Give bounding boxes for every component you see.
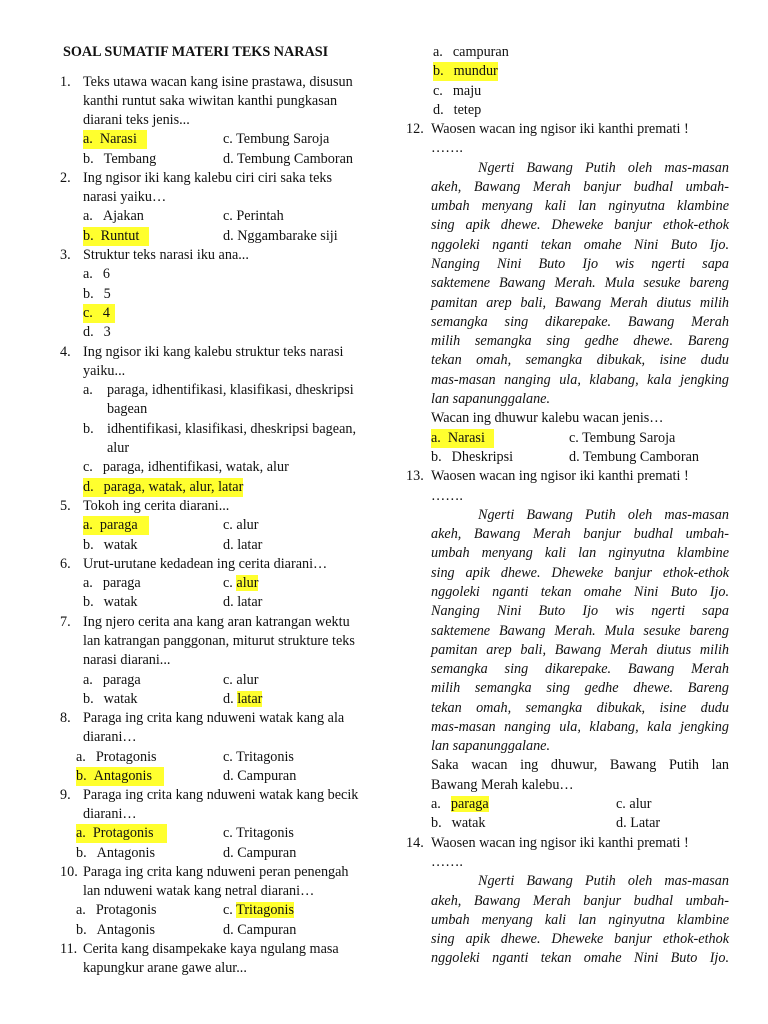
passage-line: saktemene Bawang Merah. Mula sesuke bareng (431, 623, 729, 639)
passage-line: pamitan arep bali, Bawang Merah diutus milih (431, 295, 729, 311)
question-number: 3. (60, 247, 71, 263)
question-text: Tokoh ing cerita diarani... (83, 498, 230, 514)
question-number: 13. (406, 468, 424, 484)
option-b: b. watak (83, 691, 138, 707)
question-text: diarani… (83, 729, 137, 745)
question-text: yaiku... (83, 363, 126, 379)
question-text: Ing ngisor iki kang kalebu struktur teks narasi (83, 344, 344, 360)
passage-line: sing apik dhewe. Dheweke banjur ethok-ethok (431, 565, 729, 581)
option-a: a. paraga (83, 672, 141, 688)
option-c: c. Perintah (223, 208, 284, 224)
option-b-answer: b. mundur (433, 63, 498, 79)
question-number: 8. (60, 710, 71, 726)
question-text: Saka wacan ing dhuwur, Bawang Putih lan (431, 757, 729, 773)
page-title: SOAL SUMATIF MATERI TEKS NARASI (63, 44, 329, 60)
option-c: c. Tritagonis (223, 825, 294, 841)
passage-line: Nanging Nini Buto Ijo wis ngerti sapa (431, 603, 729, 619)
question-text: Cerita kang disampekake kaya ngulang masa (83, 941, 339, 957)
option-c: c. alur (616, 796, 652, 812)
question-text: kanthi runtut saka wiwitan kanthi pungkasan (83, 93, 338, 109)
option-b-answer: b. Antagonis (76, 767, 164, 786)
question-number: 10. (60, 864, 78, 880)
option-a: a. Protagonis (76, 902, 157, 918)
option-c: c. alur (223, 517, 259, 533)
question-text: Wacan ing dhuwur kalebu wacan jenis… (431, 410, 664, 426)
passage-line: lan sapanunggalane. (431, 391, 551, 407)
passage-line: umbah menyang kali lan nginyutna klambine (431, 545, 729, 561)
option-d: d. latar (223, 594, 263, 610)
passage-line: umbah menyang kali lan nginyutna klambine (431, 912, 729, 928)
question-number: 5. (60, 498, 71, 514)
question-text: kapungkur arane gawe alur... (83, 960, 247, 976)
passage-line: nggoleki nganti tekan omahe Nini Buto Ijo. (431, 584, 729, 600)
passage-line: mas-masan nanging ula, klabang, kala jengking (431, 372, 729, 388)
option-a-answer: a. Narasi (83, 130, 147, 149)
passage-line: semangka sing dikarepake. Bawang Merah (431, 661, 729, 677)
option-b: b. watak (431, 815, 486, 831)
question-text: Ing njero cerita ana kang aran katrangan wektu (83, 614, 350, 630)
question-text: Waosen wacan ing ngisor iki kanthi premati ! (431, 468, 689, 484)
option-a: a. campuran (433, 44, 509, 60)
passage-line: milih semangka sing gedhe dhewe. Bareng (431, 333, 729, 349)
question-number: 14. (406, 835, 424, 851)
option-d: d. Latar (616, 815, 661, 831)
passage-line: Ngerti Bawang Putih oleh mas-masan (478, 873, 729, 889)
option-c-answer: c. alur (223, 575, 259, 591)
option-a-answer: a. paraga (431, 796, 489, 812)
option-b: b. 5 (83, 286, 111, 302)
option-b: b. Antagonis (76, 845, 155, 861)
option-b: b. Tembang (83, 151, 157, 167)
passage-line: tekan omah, semangka dibukak, isine dudu (431, 700, 729, 716)
option-b: b. watak (83, 594, 138, 610)
option-c: c. alur (223, 672, 259, 688)
passage-line: Ngerti Bawang Putih oleh mas-masan (478, 160, 729, 176)
option-a-answer: a. paraga (83, 516, 149, 535)
option-a-letter: a. (83, 382, 93, 398)
option-d: d. Campuran (223, 845, 297, 861)
passage-line: pamitan arep bali, Bawang Merah diutus milih (431, 642, 729, 658)
question-number: 11. (60, 941, 78, 957)
question-number: 7. (60, 614, 71, 630)
question-text: Paraga ing crita kang nduweni peran penengah (83, 864, 349, 880)
option-a: a. Ajakan (83, 208, 144, 224)
passage-line: nggoleki nganti tekan omahe Nini Buto Ijo. (431, 237, 729, 253)
question-number: 12. (406, 121, 424, 137)
option-b: alur (107, 440, 130, 456)
option-a: a. paraga (83, 575, 141, 591)
question-number: 4. (60, 344, 71, 360)
question-number: 6. (60, 556, 71, 572)
passage-line: Ngerti Bawang Putih oleh mas-masan (478, 507, 729, 523)
option-b: idhentifikasi, klasifikasi, dheskripsi bagean, (107, 421, 357, 437)
option-c: c. Tritagonis (223, 749, 294, 765)
passage-line: Nanging Nini Buto Ijo wis ngerti sapa (431, 256, 729, 272)
option-a: paraga, idhentifikasi, klasifikasi, dheskripsi (107, 382, 354, 398)
option-b: b. Antagonis (76, 922, 155, 938)
passage-line: saktemene Bawang Merah. Mula sesuke bareng (431, 275, 729, 291)
option-d: d. Tembung Camboran (223, 151, 353, 167)
question-text: Bawang Merah kalebu… (431, 777, 574, 793)
question-text: lan katrangan panggonan, miturut strukture teks (83, 633, 355, 649)
question-text: Waosen wacan ing ngisor iki kanthi premati ! (431, 121, 689, 137)
question-text: narasi yaiku… (83, 189, 167, 205)
option-d: d. Campuran (223, 922, 297, 938)
option-d-answer: d. paraga, watak, alur, latar (83, 479, 244, 495)
option-a-answer: a. Narasi (431, 429, 494, 448)
option-d: d. Campuran (223, 768, 297, 784)
question-text: Teks utawa wacan kang isine prastawa, disusun (83, 74, 353, 90)
question-text: diarani teks jenis... (83, 112, 190, 128)
option-b: b. watak (83, 537, 138, 553)
option-d: d. Nggambarake siji (223, 228, 338, 244)
question-text: Ing ngisor iki kang kalebu ciri ciri saka teks (83, 170, 333, 186)
option-d: d. tetep (433, 102, 482, 118)
option-a: a. 6 (83, 266, 110, 282)
passage-line: nggoleki nganti tekan omahe Nini Buto Ijo. (431, 950, 729, 966)
option-d: d. latar (223, 537, 263, 553)
passage-line: umbah menyang kali lan nginyutna klambine (431, 198, 729, 214)
option-d: d. 3 (83, 324, 111, 340)
passage-line: akeh, Bawang Merah banjur budhal umbah- (431, 179, 729, 195)
option-c: c. paraga, idhentifikasi, watak, alur (83, 459, 289, 475)
question-number: 9. (60, 787, 71, 803)
option-a-answer: a. Protagonis (76, 824, 167, 843)
question-text: ……. (431, 854, 463, 870)
option-b-answer: b. Runtut (83, 227, 149, 246)
question-text: Struktur teks narasi iku ana... (83, 247, 249, 263)
option-c-answer: c. 4 (83, 304, 115, 323)
question-text: lan nduweni watak kang netral diarani… (83, 883, 315, 899)
passage-line: tekan omah, semangka dibukak, isine dudu (431, 352, 729, 368)
passage-line: sing apik dhewe. Dheweke banjur ethok-ethok (431, 217, 729, 233)
option-c: c. Tembung Saroja (223, 131, 330, 147)
question-text: Waosen wacan ing ngisor iki kanthi premati ! (431, 835, 689, 851)
passage-line: lan sapanunggalane. (431, 738, 551, 754)
option-a: bagean (107, 401, 148, 417)
passage-line: akeh, Bawang Merah banjur budhal umbah- (431, 893, 729, 909)
option-a: a. Protagonis (76, 749, 157, 765)
passage-line: semangka sing dikarepake. Bawang Merah (431, 314, 729, 330)
option-c-answer: c. Tritagonis (223, 902, 294, 918)
question-text: ……. (431, 140, 463, 156)
passage-line: mas-masan nanging ula, klabang, kala jengking (431, 719, 729, 735)
option-b-letter: b. (83, 421, 94, 437)
option-d: d. Tembung Camboran (569, 449, 699, 465)
question-text: Paraga ing crita kang nduweni watak kang becik (83, 787, 359, 803)
question-text: diarani… (83, 806, 137, 822)
passage-line: akeh, Bawang Merah banjur budhal umbah- (431, 526, 729, 542)
passage-line: milih semangka sing gedhe dhewe. Bareng (431, 680, 729, 696)
question-text: narasi diarani... (83, 652, 171, 668)
question-text: Paraga ing crita kang nduweni watak kang ala (83, 710, 345, 726)
question-number: 1. (60, 74, 71, 90)
question-text: ……. (431, 488, 463, 504)
option-b: b. Dheskripsi (431, 449, 514, 465)
option-c: c. maju (433, 83, 482, 99)
passage-line: sing apik dhewe. Dheweke banjur ethok-ethok (431, 931, 729, 947)
question-text: Urut-urutane kedadean ing cerita diarani… (83, 556, 328, 572)
option-c: c. Tembung Saroja (569, 430, 676, 446)
question-number: 2. (60, 170, 71, 186)
option-d-answer: d. latar (223, 691, 263, 707)
